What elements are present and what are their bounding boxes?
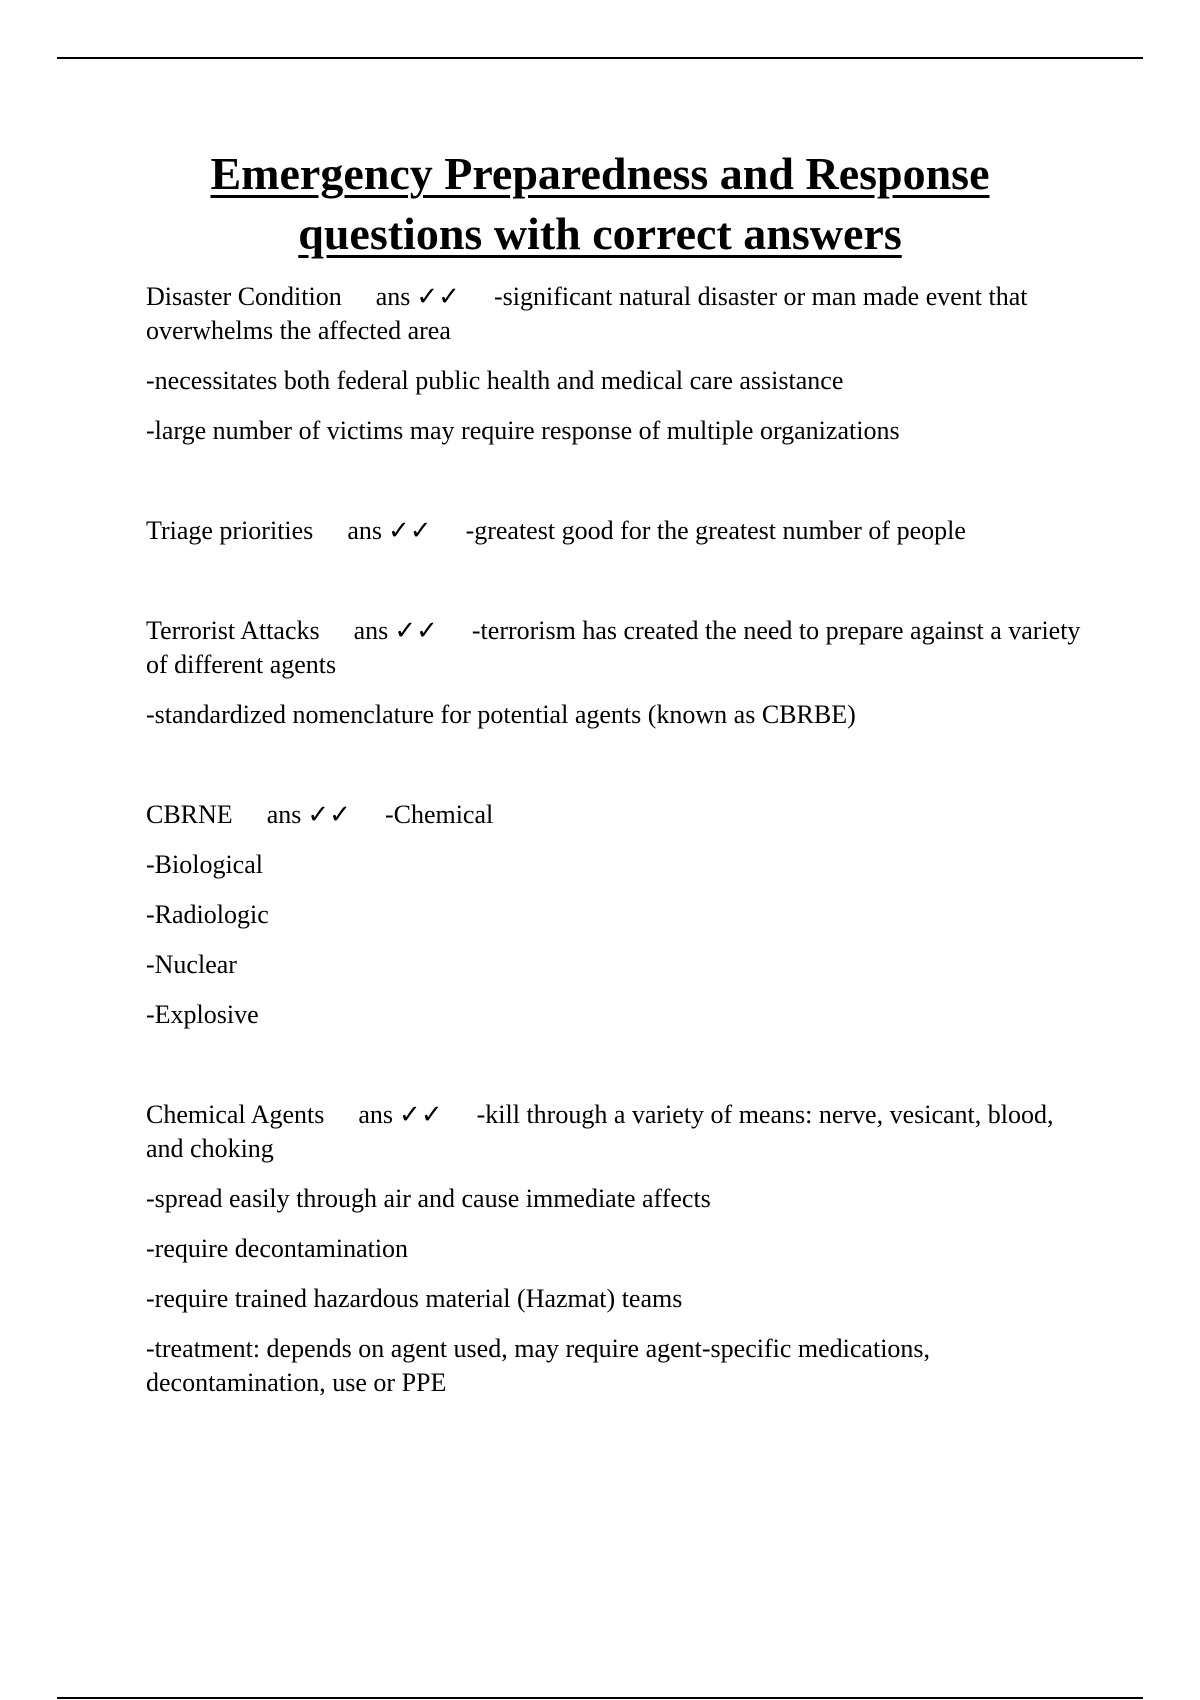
ans-marker: ans	[347, 516, 382, 545]
qa-answer-line: -require decontamination	[146, 1234, 409, 1263]
qa-question-line	[146, 514, 1096, 548]
qa-entry-triage-priorities	[146, 514, 1096, 548]
qa-content	[146, 280, 1096, 1416]
qa-entry-disaster-condition	[146, 280, 1096, 448]
qa-answer-line: -Biological	[146, 850, 263, 879]
ans-marker: ans	[353, 616, 389, 645]
title-line-2: questions with correct answers	[298, 208, 902, 259]
qa-answer-line: -treatment: depends on agent used, may require agent-specific medications, decontamination, use or PPE	[146, 1334, 931, 1397]
qa-answer-line: -standardized nomenclature for potential agents (known as CBRBE)	[146, 700, 856, 729]
qa-answer: -kill through a variety of means: nerve, vesicant, blood, and choking	[146, 1100, 1054, 1163]
ans-marker: ans	[375, 282, 411, 311]
qa-term: Triage priorities	[146, 516, 314, 545]
qa-term: CBRNE	[146, 800, 233, 829]
document-title	[100, 144, 1100, 264]
ans-marker: ans	[358, 1100, 394, 1129]
qa-answer-line: -Radiologic	[146, 900, 269, 929]
qa-answer: -greatest good for the greatest number of people	[465, 516, 966, 545]
check-icon: ✓✓	[394, 616, 438, 645]
top-rule	[57, 57, 1143, 59]
check-icon: ✓✓	[416, 282, 460, 311]
title-line-1: Emergency Preparedness and Response	[210, 148, 990, 199]
qa-answer-line: -large number of victims may require response of multiple organizations	[146, 416, 900, 445]
qa-answer-line: -spread easily through air and cause immediate affects	[146, 1184, 711, 1213]
check-icon: ✓✓	[399, 1100, 443, 1129]
qa-term: Terrorist Attacks	[146, 616, 320, 645]
qa-term: Disaster Condition	[146, 282, 342, 311]
qa-answer-line: -Nuclear	[146, 950, 237, 979]
check-icon: ✓✓	[387, 516, 432, 545]
qa-question-line	[146, 614, 1096, 682]
qa-term: Chemical Agents	[146, 1100, 325, 1129]
qa-answer: -terrorism has created the need to prepare against a variety of different agents	[146, 616, 1081, 679]
qa-entry-terrorist-attacks	[146, 614, 1096, 732]
qa-answer-line: -Explosive	[146, 1000, 259, 1029]
qa-answer-line: -require trained hazardous material (Hazmat) teams	[146, 1284, 683, 1313]
qa-question-line	[146, 1098, 1096, 1166]
qa-entry-cbrne	[146, 798, 1096, 1032]
qa-question-line	[146, 280, 1096, 348]
ans-marker: ans	[266, 800, 302, 829]
check-icon: ✓✓	[307, 800, 351, 829]
qa-answer: -Chemical	[384, 800, 494, 829]
qa-question-line	[146, 798, 1096, 832]
qa-answer-line: -necessitates both federal public health and medical care assistance	[146, 366, 844, 395]
bottom-rule	[57, 1697, 1143, 1699]
qa-answer: -significant natural disaster or man made event that overwhelms the affected area	[146, 282, 1028, 345]
qa-entry-chemical-agents	[146, 1098, 1096, 1400]
